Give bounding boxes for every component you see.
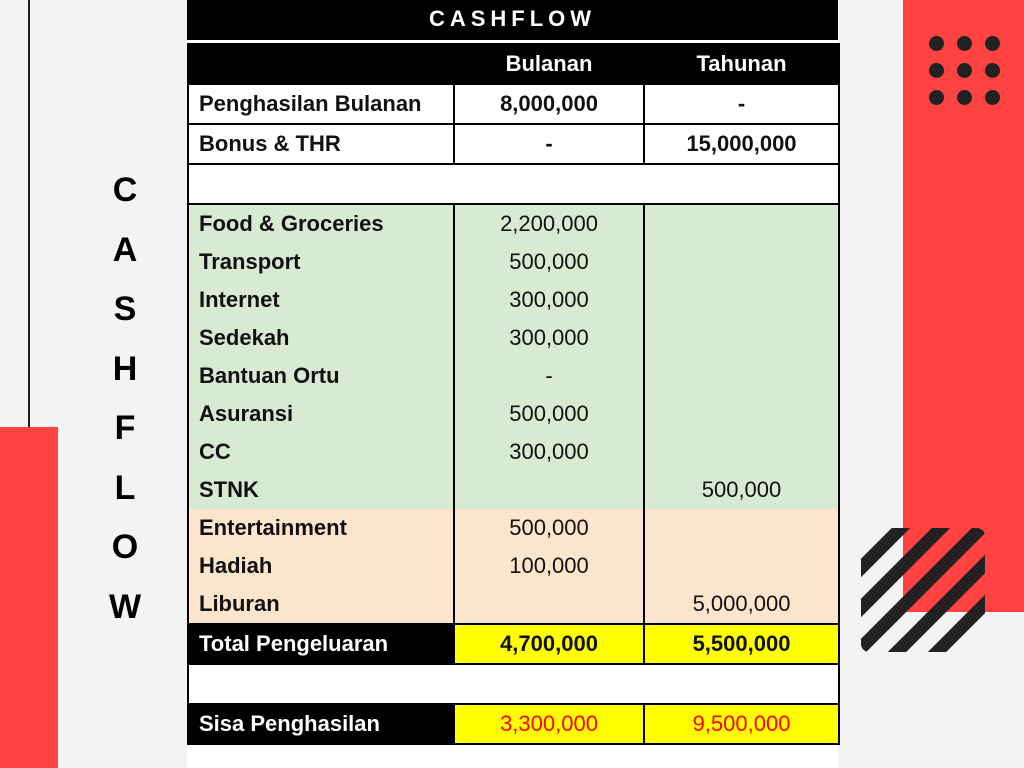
vertical-title-letter: O xyxy=(111,528,139,566)
row-label: Food & Groceries xyxy=(188,204,454,243)
row-label: Entertainment xyxy=(188,509,454,547)
bulanan-cell: 500,000 xyxy=(454,395,644,433)
row-label: Bonus & THR xyxy=(188,124,454,164)
total-tahunan-cell: 5,500,000 xyxy=(644,624,839,664)
bulanan-cell: 500,000 xyxy=(454,509,644,547)
tahunan-cell xyxy=(644,357,839,395)
expense-row xyxy=(188,395,839,433)
header-row xyxy=(188,44,839,84)
tahunan-cell xyxy=(644,243,839,281)
expense-row xyxy=(188,585,839,624)
header-cell-tahunan: Tahunan xyxy=(644,44,839,84)
sisa-tahunan-cell: 9,500,000 xyxy=(644,704,839,744)
row-label: Sedekah xyxy=(188,319,454,357)
expense-row xyxy=(188,433,839,471)
expense-row xyxy=(188,204,839,243)
red-accent-block-left xyxy=(0,427,58,768)
vertical-title-letter: W xyxy=(108,587,142,626)
expense-row xyxy=(188,319,839,357)
bulanan-cell: 100,000 xyxy=(454,547,644,585)
sisa-bulanan-cell: 3,300,000 xyxy=(454,704,644,744)
spacer-cell xyxy=(188,164,839,204)
vertical-title-letter: H xyxy=(112,349,138,388)
row-label: STNK xyxy=(188,471,454,509)
vertical-cashflow-title xyxy=(95,168,155,644)
bulanan-cell: 2,200,000 xyxy=(454,204,644,243)
total-label: Total Pengeluaran xyxy=(188,624,454,664)
sisa-label: Sisa Penghasilan xyxy=(188,704,454,744)
bulanan-cell: - xyxy=(454,357,644,395)
tahunan-cell: 5,000,000 xyxy=(644,585,839,624)
vertical-title-letter: A xyxy=(112,230,138,269)
diagonal-stripes-icon xyxy=(861,528,985,652)
expense-row xyxy=(188,509,839,547)
spacer-cell xyxy=(188,664,839,704)
row-label: Penghasilan Bulanan xyxy=(188,84,454,124)
row-label: Asuransi xyxy=(188,395,454,433)
tahunan-cell: 500,000 xyxy=(644,471,839,509)
vertical-title-letter: F xyxy=(114,409,136,447)
header-cell-label xyxy=(188,44,454,84)
tahunan-cell xyxy=(644,509,839,547)
row-label: Internet xyxy=(188,281,454,319)
expense-row xyxy=(188,547,839,585)
vertical-title-letter: S xyxy=(113,290,137,328)
bulanan-cell: 500,000 xyxy=(454,243,644,281)
vertical-title-letter: L xyxy=(114,468,136,507)
expense-row xyxy=(188,243,839,281)
sisa-row xyxy=(188,704,839,744)
tahunan-cell xyxy=(644,281,839,319)
bulanan-cell: 300,000 xyxy=(454,319,644,357)
cashflow-table xyxy=(187,43,840,745)
income-row xyxy=(188,124,839,164)
tahunan-cell xyxy=(644,395,839,433)
bulanan-cell: 300,000 xyxy=(454,281,644,319)
tahunan-cell xyxy=(644,319,839,357)
dot-grid-icon xyxy=(929,36,1004,108)
row-label: Hadiah xyxy=(188,547,454,585)
expense-row xyxy=(188,357,839,395)
header-cell-bulanan: Bulanan xyxy=(454,44,644,84)
spacer-row xyxy=(188,164,839,204)
tahunan-cell: - xyxy=(644,84,839,124)
spacer-row xyxy=(188,664,839,704)
bulanan-cell: 8,000,000 xyxy=(454,84,644,124)
total-row xyxy=(188,624,839,664)
bulanan-cell: - xyxy=(454,124,644,164)
row-label: Bantuan Ortu xyxy=(188,357,454,395)
bulanan-cell xyxy=(454,585,644,624)
expense-row xyxy=(188,471,839,509)
row-label: Transport xyxy=(188,243,454,281)
tahunan-cell xyxy=(644,204,839,243)
vertical-title-letter: C xyxy=(112,171,138,209)
tahunan-cell xyxy=(644,433,839,471)
row-label: CC xyxy=(188,433,454,471)
total-bulanan-cell: 4,700,000 xyxy=(454,624,644,664)
row-label: Liburan xyxy=(188,585,454,624)
vertical-divider-line xyxy=(28,0,30,427)
tahunan-cell xyxy=(644,547,839,585)
tahunan-cell: 15,000,000 xyxy=(644,124,839,164)
cashflow-spreadsheet xyxy=(187,0,838,768)
expense-row xyxy=(188,281,839,319)
income-row xyxy=(188,84,839,124)
bulanan-cell: 300,000 xyxy=(454,433,644,471)
sheet-title: CASHFLOW xyxy=(187,0,838,40)
bulanan-cell xyxy=(454,471,644,509)
